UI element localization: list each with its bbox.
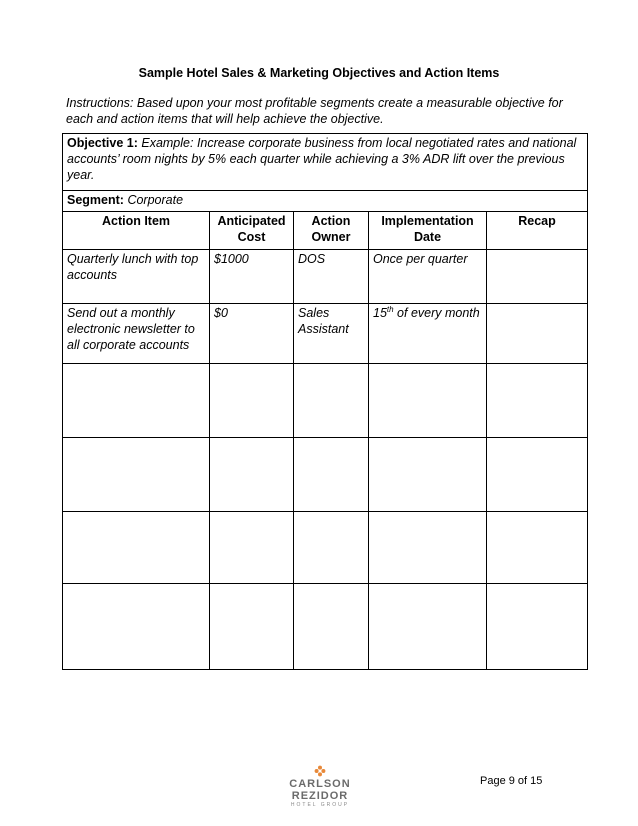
cell-action-item <box>63 512 210 584</box>
segment-value: Corporate <box>127 193 184 207</box>
cell-owner <box>294 584 369 670</box>
table-row <box>63 438 588 512</box>
objective-row <box>63 134 588 191</box>
page-title: Sample Hotel Sales & Marketing Objectives and Action Items <box>138 66 500 80</box>
cell-action-item: Send out a monthly electronic newsletter to all corporate accounts <box>63 304 210 364</box>
cell-cost <box>210 584 294 670</box>
cell-owner <box>294 438 369 512</box>
cell-date <box>369 512 487 584</box>
cell-action-item <box>63 364 210 438</box>
cell-recap <box>487 304 588 364</box>
logo-text-carlson: CARLSON <box>289 778 351 790</box>
cell-date: Once per quarter <box>369 250 487 304</box>
cell-owner: DOS <box>294 250 369 304</box>
table-row <box>63 304 588 364</box>
cell-recap <box>487 250 588 304</box>
cell-cost <box>210 438 294 512</box>
header-implementation-date: Implementation Date <box>369 212 487 250</box>
objective-cell <box>63 134 588 191</box>
objective-text: Example: Increase corporate business from local negotiated rates and national accounts’ room nights by 5% each quarter while achieving a 3% ADR lift over the previous year. <box>67 136 577 182</box>
cell-action-item <box>63 584 210 670</box>
header-action-item: Action Item <box>63 212 210 250</box>
instructions-text: Instructions: Based upon your most profitable segments create a measurable objective for each and action items that will help achieve the objective. <box>66 96 563 126</box>
flower-logo-icon <box>314 765 326 777</box>
table-header-row <box>63 212 588 250</box>
cell-recap <box>487 584 588 670</box>
table-row <box>63 512 588 584</box>
page-number: Page 9 of 15 <box>480 775 543 787</box>
cell-owner <box>294 512 369 584</box>
table-row <box>63 364 588 438</box>
cell-cost: $1000 <box>210 250 294 304</box>
cell-date: 15th of every month <box>369 304 487 364</box>
cell-cost <box>210 364 294 438</box>
segment-label: Segment: <box>67 193 124 207</box>
header-action-owner: Action Owner <box>294 212 369 250</box>
header-recap: Recap <box>487 212 588 250</box>
cell-action-item: Quarterly lunch with top accounts <box>63 250 210 304</box>
cell-recap <box>487 364 588 438</box>
segment-row <box>63 191 588 212</box>
cell-cost <box>210 512 294 584</box>
header-anticipated-cost: Anticipated Cost <box>210 212 294 250</box>
cell-date <box>369 364 487 438</box>
cell-recap <box>487 512 588 584</box>
cell-recap <box>487 438 588 512</box>
logo-text-hotel-group: HOTEL GROUP <box>290 802 350 808</box>
cell-owner <box>294 364 369 438</box>
cell-date <box>369 584 487 670</box>
cell-cost: $0 <box>210 304 294 364</box>
objectives-table <box>62 133 588 670</box>
cell-date <box>369 438 487 512</box>
segment-cell <box>63 191 588 212</box>
cell-action-item <box>63 438 210 512</box>
objective-label: Objective 1: <box>67 136 138 150</box>
carlson-rezidor-logo <box>282 765 358 809</box>
logo-text-rezidor: REZIDOR <box>291 790 349 802</box>
cell-owner: Sales Assistant <box>294 304 369 364</box>
table-row <box>63 250 588 304</box>
table-row <box>63 584 588 670</box>
